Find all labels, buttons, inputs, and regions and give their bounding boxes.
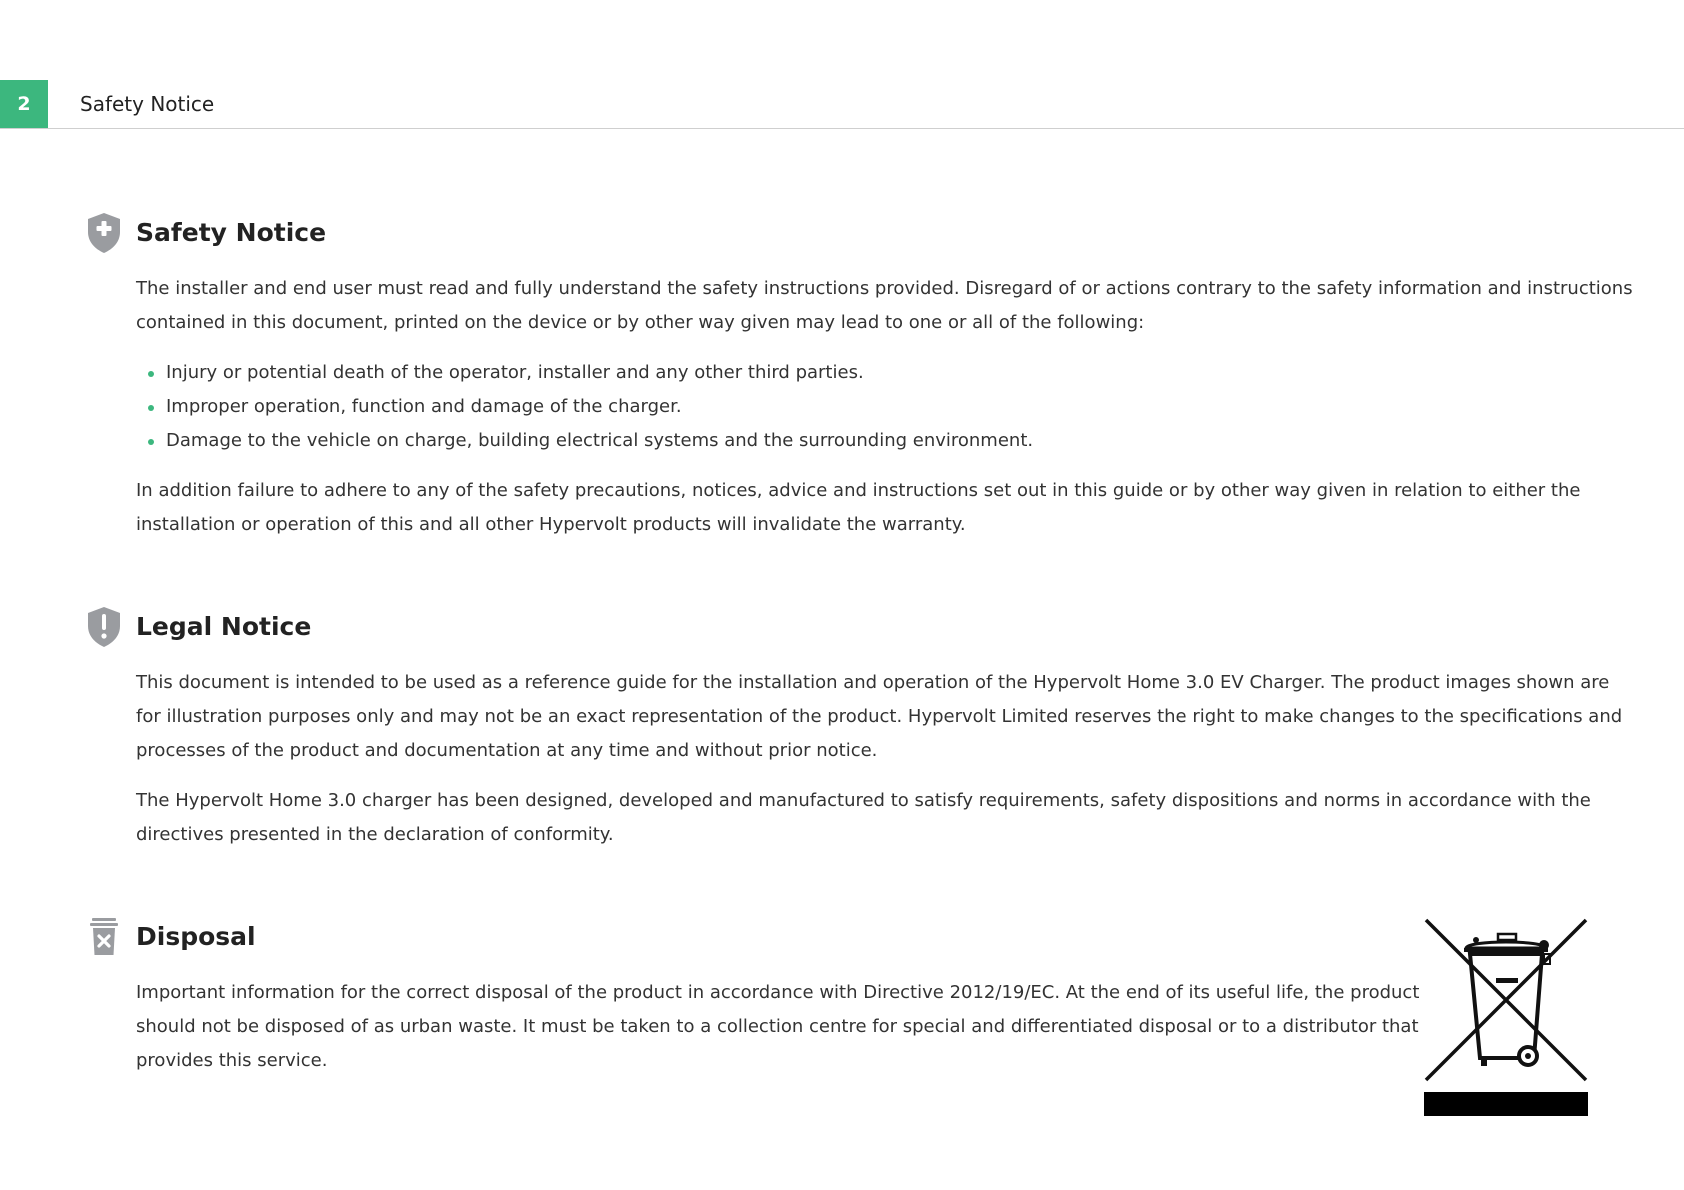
list-item: Damage to the vehicle on charge, building electrical systems and the surrounding environment. [148,424,1636,458]
trash-icon [86,916,122,958]
list-item: Improper operation, function and damage of the charger. [148,390,1636,424]
header-title: Safety Notice [80,92,215,116]
page-number: 2 [0,80,48,128]
page-header [0,80,1684,129]
shield-exclamation-icon [86,606,122,648]
safety-intro: The installer and end user must read and fully understand the safety instructions provided. Disregard of or actions contrary to the safety information and instructions contained in this document, printed on the device or by other way given may lead to one or all of the following: [136,278,1633,333]
section-title: Disposal [136,922,256,951]
section-body [136,666,1636,868]
weee-crossed-bin-icon [1424,918,1588,1118]
section-body [136,976,1436,1094]
legal-paragraph: This document is intended to be used as a reference guide for the installation and operation of the Hypervolt Home 3.0 EV Charger. The product images shown are for illustration purposes only and may not be an exact representation of the product. Hypervolt Limited reserves the right to make changes to the specifications and processes of the product and documentation at any time and without prior notice. [136,672,1623,761]
section-body [136,272,1636,558]
legal-paragraph: The Hypervolt Home 3.0 charger has been designed, developed and manufactured to satisfy requirements, safety dispositions and norms in accordance with the directives presented in the declaration of conformity. [136,790,1591,845]
section-title: Safety Notice [136,218,327,247]
shield-plus-icon [86,212,122,254]
list-item: Injury or potential death of the operator, installer and any other third parties. [148,356,1636,390]
safety-outro: In addition failure to adhere to any of the safety precautions, notices, advice and instructions set out in this guide or by other way given in relation to either the installation or operation of this and all other Hypervolt products will invalidate the warranty. [136,480,1581,535]
disposal-paragraph: Important information for the correct disposal of the product in accordance with Directive 2012/19/EC. At the end of its useful life, the product should not be disposed of as urban waste. It must be taken to a collection centre for special and differentiated disposal or to a distributor that provides this service. [136,982,1420,1071]
safety-consequences-list [136,356,1636,458]
section-title: Legal Notice [136,612,312,641]
